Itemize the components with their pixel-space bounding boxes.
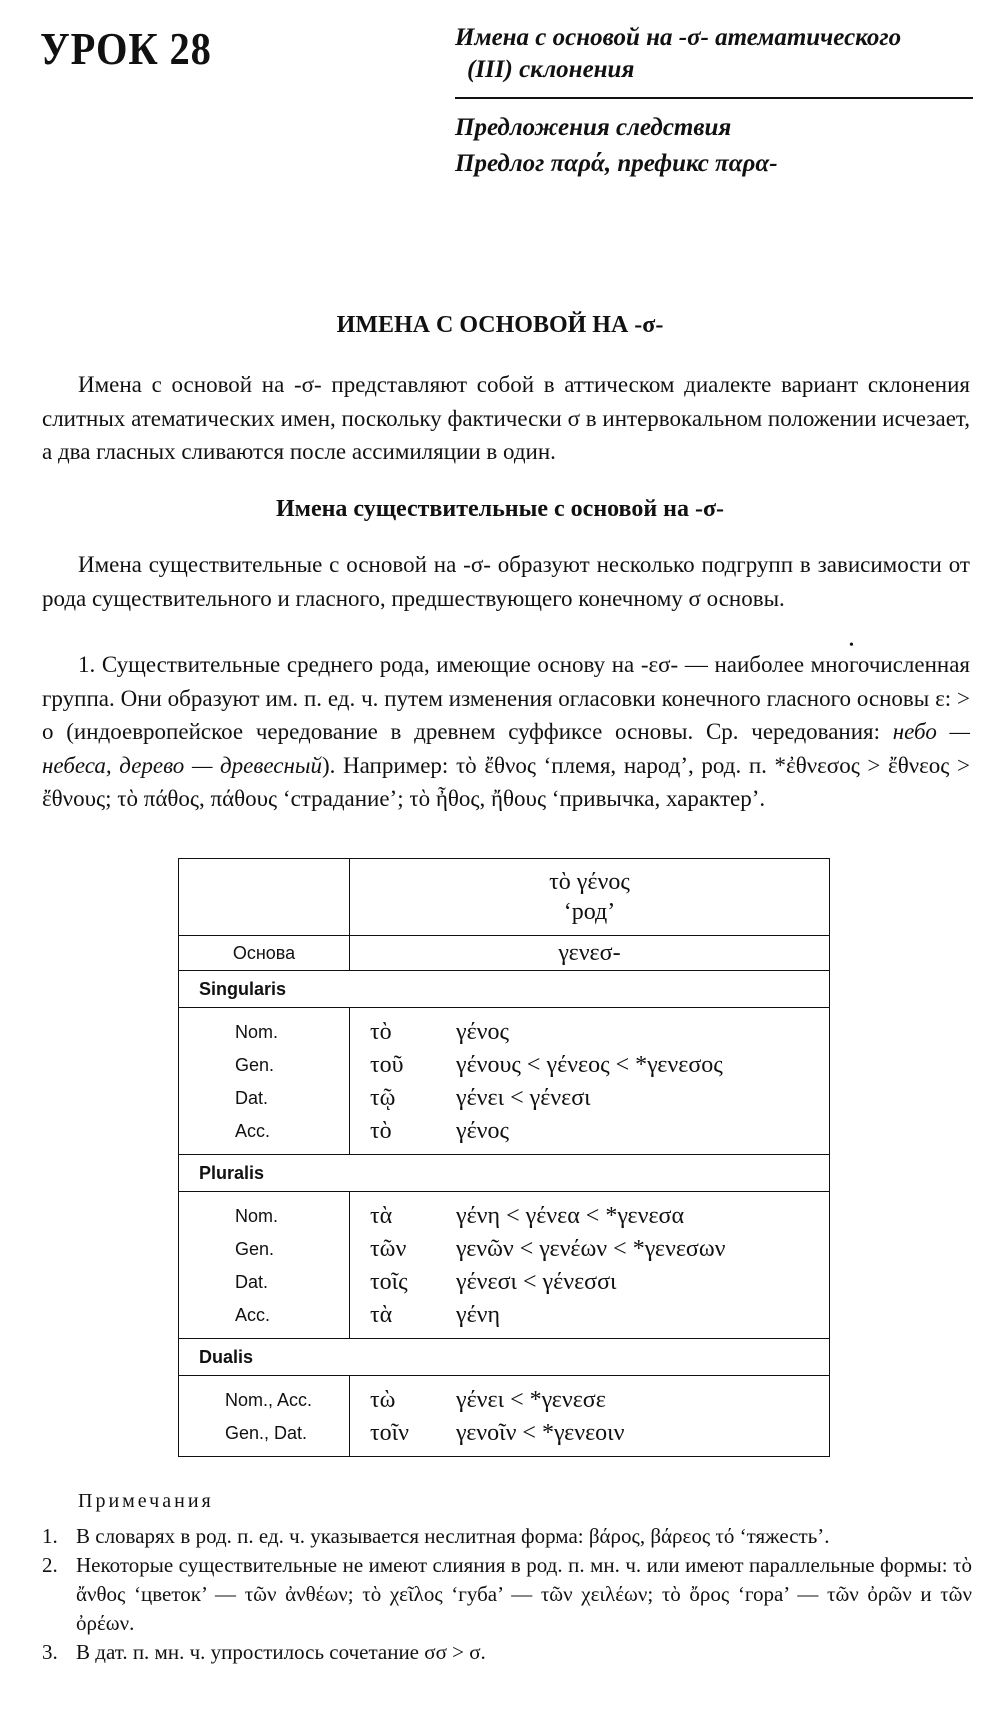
paragraph-text: Имена с основой на -σ- представляют собой в аттическом диалекте вариант склонения слитных атематических имен, поскольку фактически σ в интервокальном положении исчезает, а два гласных сливаются после ассимиляции в один. bbox=[42, 372, 970, 464]
stem-value: γενεσ- bbox=[350, 936, 830, 971]
case-name: Nom., Acc. bbox=[225, 1390, 313, 1410]
form-row bbox=[350, 1266, 829, 1299]
topic-line: Имена с основой на -σ- атематического bbox=[455, 24, 902, 51]
paragraph-text: ). Например: τὸ ἔθνος ‘племя, народ’, род. п. *ἐθνεσος > ἔθνεος > ἔθνους; τὸ πάθος, πάθους ‘страдание’; τὸ ἦθος, ἤθους ‘привычка, характер’. bbox=[42, 752, 970, 811]
topic-line: Предлог παρά, префикс παρα- bbox=[455, 150, 778, 177]
stray-mark: • bbox=[849, 638, 854, 653]
notes-heading: Примечания bbox=[78, 1490, 214, 1512]
number-label: Pluralis bbox=[179, 1155, 830, 1192]
article: τὰ bbox=[370, 1203, 393, 1229]
case-name: Gen. bbox=[235, 1239, 275, 1259]
paragraph-text: 1. Существительные среднего рода, имеющие основу на -εσ- — наиболее многочисленная группа. Они образуют им. п. ед. ч. путем изменения огласовки конечного гласного основы ε: > о (индоевропейское чередование в древнем суффиксе основы. Ср. чередования: bbox=[42, 652, 970, 744]
form-row bbox=[350, 1299, 829, 1332]
form: γένος bbox=[456, 1019, 510, 1045]
topics-divider bbox=[455, 97, 973, 99]
case-list bbox=[179, 1008, 350, 1155]
case-name: Nom. bbox=[235, 1206, 279, 1226]
form-row bbox=[350, 1115, 829, 1148]
list-item bbox=[42, 1551, 972, 1638]
article: τῷ bbox=[370, 1085, 396, 1111]
note-number: 3. bbox=[42, 1640, 58, 1664]
section-heading: ИМЕНА С ОСНОВОЙ НА -σ- bbox=[336, 312, 664, 338]
note-number: 2. bbox=[42, 1553, 58, 1577]
case-name: Nom. bbox=[235, 1022, 279, 1042]
form: γένεσι < γένεσσι bbox=[456, 1269, 617, 1295]
table-row bbox=[179, 1376, 830, 1457]
paragraph bbox=[42, 368, 970, 469]
case-name: Gen., Dat. bbox=[225, 1423, 308, 1443]
case-list bbox=[179, 1376, 350, 1457]
paragraph-italic-text: небо — небеса, дерево — древесный bbox=[42, 719, 970, 778]
table-row bbox=[179, 1192, 830, 1339]
stem-label: Основа bbox=[179, 936, 350, 971]
form-row bbox=[350, 1384, 829, 1417]
paragraph-text: Имена существительные с основой на -σ- образуют несколько подгрупп в зависимости от рода существительного и гласного, предшествующего конечному σ основы. bbox=[42, 552, 970, 611]
form: γενῶν < γενέων < *γενεσων bbox=[456, 1236, 726, 1262]
form: γένος bbox=[456, 1118, 510, 1144]
noun-word: τὸ γένος bbox=[549, 869, 630, 895]
topic-line: Предложения следствия bbox=[455, 114, 732, 141]
subsection-heading: Имена существительные с основой на -σ- bbox=[275, 496, 725, 522]
table-header-row bbox=[179, 859, 830, 936]
noun-header bbox=[350, 859, 830, 936]
case-list bbox=[179, 1192, 350, 1339]
article: τοῖν bbox=[370, 1420, 409, 1446]
notes-list bbox=[42, 1522, 972, 1667]
paragraph bbox=[42, 548, 970, 615]
case-name: Acc. bbox=[235, 1305, 271, 1325]
note-text: В словарях в род. п. ед. ч. указывается неслитная форма: βάρος, βάρεος τό ‘тяжесть’. bbox=[76, 1524, 830, 1548]
case-name: Dat. bbox=[235, 1088, 269, 1108]
case-name: Dat. bbox=[235, 1272, 269, 1292]
case-name: Acc. bbox=[235, 1121, 271, 1141]
article: τὰ bbox=[370, 1302, 393, 1328]
form-list bbox=[350, 1192, 830, 1339]
article: τοῖς bbox=[370, 1269, 408, 1295]
lesson-topics bbox=[455, 22, 975, 86]
article: τὸ bbox=[370, 1118, 392, 1144]
article: τῶν bbox=[370, 1236, 407, 1262]
number-label: Dualis bbox=[179, 1339, 830, 1376]
section-row bbox=[179, 971, 830, 1008]
form-list bbox=[350, 1008, 830, 1155]
form: γενοῖν < *γενεοιν bbox=[456, 1420, 625, 1446]
declension-table bbox=[178, 858, 830, 1457]
case-name: Gen. bbox=[235, 1055, 275, 1075]
noun-gloss: ‘род’ bbox=[563, 899, 616, 925]
form-row bbox=[350, 1049, 829, 1082]
form-row bbox=[350, 1016, 829, 1049]
form-row bbox=[350, 1417, 829, 1450]
article: τὼ bbox=[370, 1387, 396, 1413]
number-label: Singularis bbox=[179, 971, 830, 1008]
paragraph bbox=[42, 648, 970, 816]
section-row bbox=[179, 1339, 830, 1376]
article: τὸ bbox=[370, 1019, 392, 1045]
list-item bbox=[42, 1522, 972, 1551]
list-item bbox=[42, 1638, 972, 1667]
form: γένει < *γενεσε bbox=[456, 1387, 606, 1413]
section-row bbox=[179, 1155, 830, 1192]
form: γένει < γένεσι bbox=[456, 1085, 591, 1111]
note-text: Некоторые существительные не имеют слияния в род. п. мн. ч. или имеют параллельные формы: τὸ ἄνθος ‘цветок’ — τῶν ἀνθέων; τὸ χεῖλος ‘губа’ — τῶν χειλέων; τὸ ὄρος ‘гора’ — τῶν ὀρῶν и τῶν ὀρέων. bbox=[76, 1553, 972, 1635]
article: τοῦ bbox=[370, 1052, 404, 1078]
stem-row bbox=[179, 936, 830, 971]
form-row bbox=[350, 1233, 829, 1266]
lesson-title: УРОК 28 bbox=[40, 23, 212, 74]
lesson-topics-secondary bbox=[455, 110, 975, 182]
form: γένη bbox=[456, 1302, 501, 1328]
form-list bbox=[350, 1376, 830, 1457]
form: γένη < γένεα < *γενεσα bbox=[456, 1203, 685, 1229]
form-row bbox=[350, 1082, 829, 1115]
empty-cell bbox=[179, 859, 350, 936]
form: γένους < γένεος < *γενεσος bbox=[456, 1052, 723, 1078]
topic-line: (III) склонения bbox=[467, 56, 635, 83]
table-row bbox=[179, 1008, 830, 1155]
note-text: В дат. п. мн. ч. упростилось сочетание σσ > σ. bbox=[76, 1640, 486, 1664]
note-number: 1. bbox=[42, 1524, 58, 1548]
form-row bbox=[350, 1200, 829, 1233]
